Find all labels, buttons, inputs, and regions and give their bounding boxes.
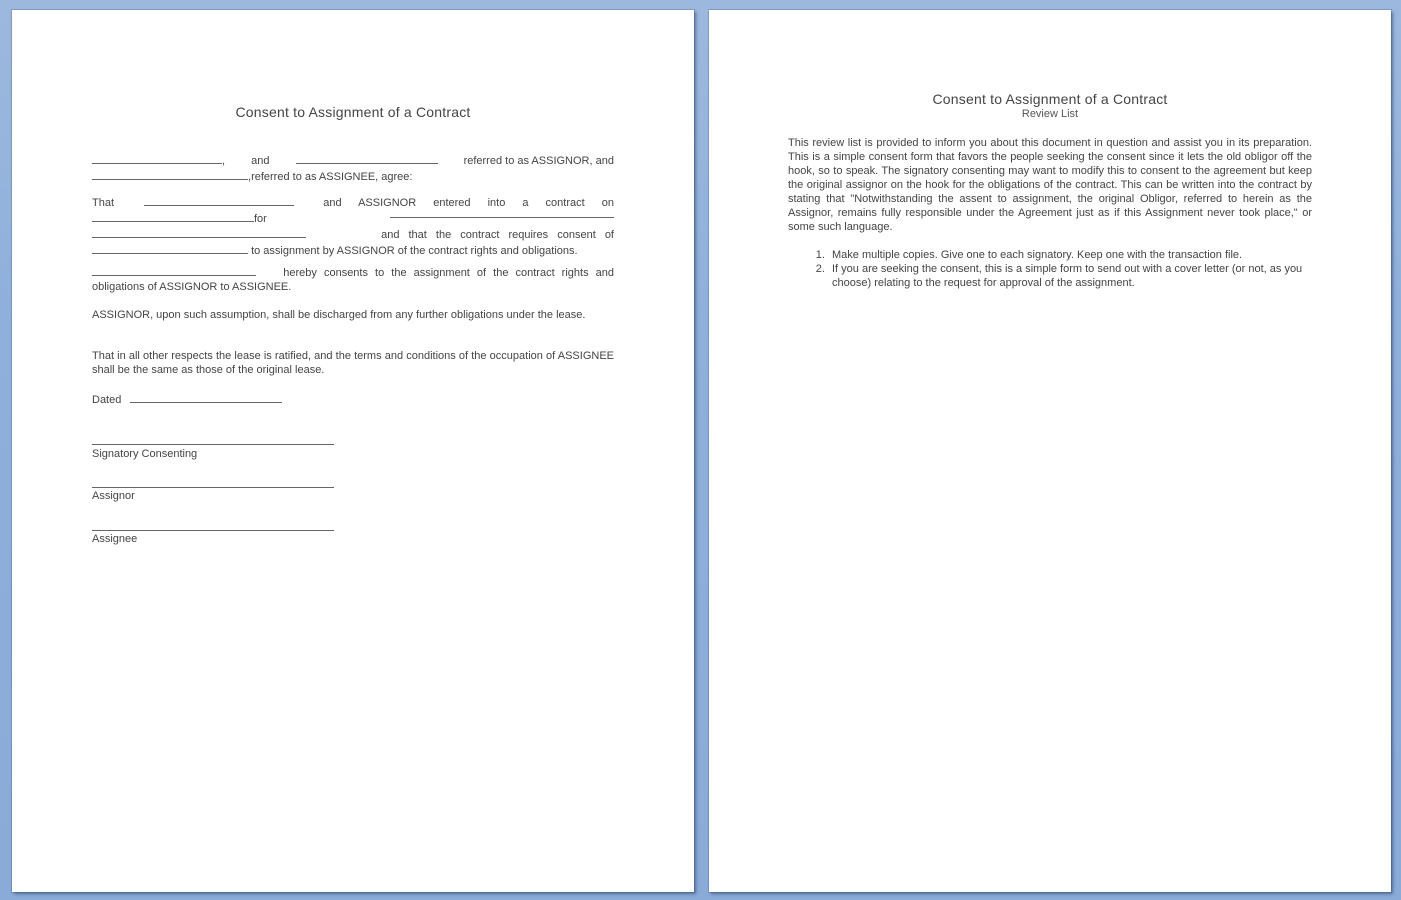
text-and: and (251, 155, 270, 167)
text-to-assignment: to assignment by ASSIGNOR of the contract rights and obligations. (251, 245, 578, 257)
signature-label-assignor: Assignor (92, 490, 135, 502)
signature-line-consenting[interactable] (92, 444, 334, 445)
text-referred-assignor: referred to as ASSIGNOR, and (463, 155, 614, 167)
page-title: Consent to Assignment of a Contract (235, 104, 471, 120)
text-and-that: and that the contract requires consent of (381, 229, 614, 241)
ratified-paragraph: That in all other respects the lease is ratified, and the terms and conditions of the occupation of ASSIGNEE shall be the same as those of the original lease. (92, 350, 614, 376)
text-hereby-consents: hereby consents to the assignment of the contract rights and (283, 267, 614, 279)
text-and-assignor: and ASSIGNOR entered into a contract on (323, 197, 614, 209)
signature-label-consenting: Signatory Consenting (92, 448, 198, 460)
review-checklist (806, 248, 1312, 290)
blank-assignee-name[interactable] (144, 194, 294, 206)
blank-contract-date[interactable] (92, 210, 254, 222)
blank-party-3[interactable] (92, 168, 248, 180)
review-intro-paragraph: This review list is provided to inform you about this document in question and assist you in its preparation. This is a simple consent form that favors the people seeking the consent since it lets the old obligor off the hook, so to speak. The signatory consenting may want to modify this to consent to the agreement but keep the original assignor on the hook for the obligations of the contract. This can be written into the contract by stating that "Notwithstanding the assent to assignment, the original Obligor, referred to herein as the Assignor, remains fully responsible under the Agreement just as if this Assignment never took place," or some such language. (788, 137, 1312, 233)
blank-date[interactable] (130, 391, 282, 403)
list-item: 1. Make multiple copies. Give one to each signatory. Keep one with the transaction file. (828, 248, 1312, 262)
blank-consenting-party[interactable] (92, 242, 248, 254)
blank-party-1[interactable] (92, 152, 222, 164)
text-for: for (254, 213, 267, 225)
dated-row (92, 391, 392, 407)
dated-label: Dated (92, 394, 122, 406)
discharge-paragraph: ASSIGNOR, upon such assumption, shall be discharged from any further obligations under the lease. (92, 309, 586, 321)
consent-paragraph (92, 264, 614, 294)
signature-line-assignee[interactable] (92, 530, 334, 531)
page-2 (709, 10, 1391, 892)
contract-paragraph (92, 194, 614, 258)
list-item: 2. If you are seeking the consent, this is a simple form to send out with a cover letter (or not, as you choose) relating to the request for approval of the assignment. (828, 262, 1312, 290)
review-page-title: Consent to Assignment of a Contract (932, 91, 1168, 107)
signature-line-assignor[interactable] (92, 487, 334, 488)
signature-label-assignee: Assignee (92, 533, 138, 545)
review-page-subtitle: Review List (1021, 108, 1079, 120)
blank-contract-purpose[interactable] (92, 226, 306, 238)
blank-party-2[interactable] (296, 152, 438, 164)
text-that: That (92, 197, 115, 209)
blank-contract-line-right[interactable] (390, 217, 614, 218)
page-1 (12, 10, 694, 892)
parties-paragraph: , and referred to as ASSIGNOR, and ,referred to as ASSIGNEE, agree: (92, 152, 614, 184)
text-referred-assignee: referred to as ASSIGNEE, agree: (251, 171, 413, 183)
text-obligations: obligations of ASSIGNOR to ASSIGNEE. (92, 281, 292, 293)
blank-consenter[interactable] (92, 264, 256, 276)
